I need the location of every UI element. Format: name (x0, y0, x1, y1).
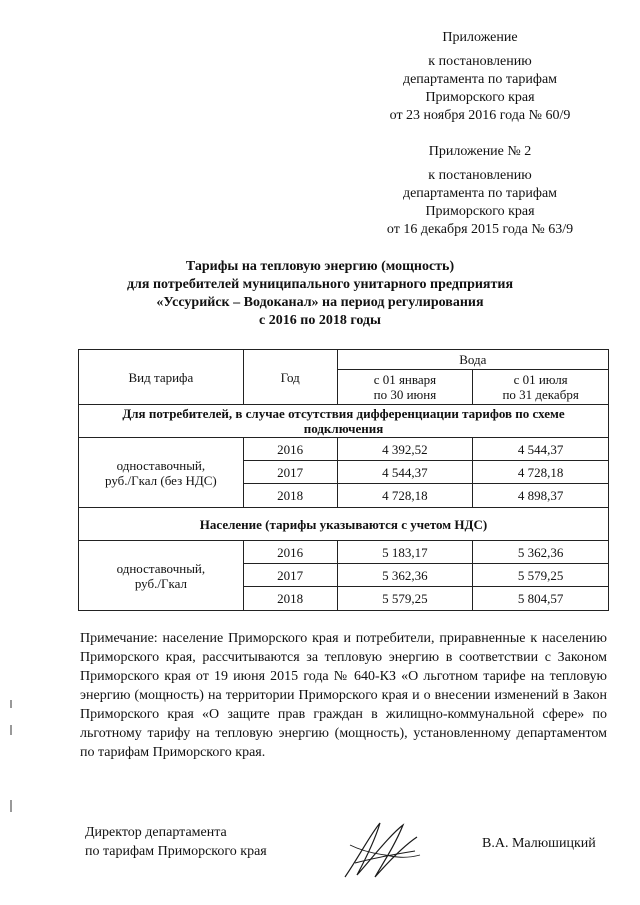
period-line: с 01 июля (513, 372, 568, 387)
cell-value: 5 183,17 (337, 541, 473, 564)
appendix-2-line: Приморского края (425, 204, 535, 219)
title-line: «Уссурийск – Водоканал» на период регулирования (156, 295, 484, 310)
tariff-label-line: одноставочный, (116, 457, 206, 473)
tariff-label (79, 541, 244, 611)
document-title (70, 258, 570, 330)
appendix-2-header (380, 143, 580, 239)
header-tariff-type: Вид тарифа (79, 350, 244, 405)
note-paragraph: Примечание: население Приморского края и потребители, приравненные к населению Приморского края, рассчитываются за тепловую энергию в соответствии с Законом Приморского края от 19 июня 2015 года № 640-КЗ «О льготном тарифе на тепловую энергию (мощность) на территории Приморского края и о внесении изменений в Закон Приморского края «О защите прав граждан в жилищно-коммунальной сфере» по льготному тарифу на тепловую энергию (мощность), установленному департаментом по тарифам Приморского края. (80, 631, 607, 760)
table-row (79, 541, 609, 564)
header-period-first-half (337, 370, 473, 405)
header-period-second-half (473, 370, 609, 405)
cell-year: 2017 (243, 461, 337, 484)
section-heading: Для потребителей, в случае отсутствия дифференциации тарифов по схеме подключения (79, 405, 609, 438)
cell-value: 5 362,36 (337, 564, 473, 587)
handwritten-signature (335, 815, 425, 885)
appendix-header (380, 29, 580, 125)
appendix-2-line: от 16 декабря 2015 года № 63/9 (386, 222, 574, 237)
appendix-line: к постановлению (428, 54, 532, 69)
scan-edge-mark (10, 800, 12, 812)
cell-value: 4 392,52 (337, 438, 473, 461)
appendix-line: департамента по тарифам (402, 72, 558, 87)
appendix-line: Приморского края (425, 90, 535, 105)
cell-value: 4 544,37 (337, 461, 473, 484)
header-water: Вода (337, 350, 608, 370)
cell-value: 5 804,57 (473, 587, 609, 611)
period-line: с 01 января (373, 372, 437, 387)
cell-year: 2016 (243, 438, 337, 461)
position-line: Директор департамента (85, 825, 227, 840)
appendix-line: от 23 ноября 2016 года № 60/9 (389, 108, 571, 123)
cell-value: 5 579,25 (473, 564, 609, 587)
appendix-2-line: к постановлению (428, 168, 532, 183)
header-year: Год (243, 350, 337, 405)
tariff-label (79, 438, 244, 508)
title-line: для потребителей муниципального унитарного предприятия (126, 277, 514, 292)
section-heading: Население (тарифы указываются с учетом НДС) (79, 508, 609, 541)
cell-year: 2016 (243, 541, 337, 564)
title-line: Тарифы на тепловую энергию (мощность) (185, 259, 455, 274)
cell-value: 4 898,37 (473, 484, 609, 508)
tariff-table (78, 349, 609, 611)
cell-value: 5 362,36 (473, 541, 609, 564)
appendix-2-title: Приложение № 2 (428, 144, 532, 159)
cell-value: 5 579,25 (337, 587, 473, 611)
tariff-label-line: руб./Гкал (без НДС) (105, 472, 217, 488)
cell-year: 2018 (243, 587, 337, 611)
position-line: по тарифам Приморского края (85, 844, 267, 859)
period-line: по 31 декабря (502, 387, 579, 402)
cell-year: 2018 (243, 484, 337, 508)
tariff-label-line: одноставочный, (116, 560, 206, 576)
cell-value: 4 728,18 (337, 484, 473, 508)
appendix-title: Приложение (442, 30, 518, 45)
cell-year: 2017 (243, 564, 337, 587)
cell-value: 4 728,18 (473, 461, 609, 484)
cell-value: 4 544,37 (473, 438, 609, 461)
tariff-label-line: руб./Гкал (134, 575, 187, 591)
title-line: с 2016 по 2018 годы (259, 313, 381, 328)
signatory-position (85, 823, 267, 861)
scan-edge-mark (10, 725, 12, 735)
table-row (79, 438, 609, 461)
period-line: по 30 июня (373, 387, 437, 402)
signatory-name: В.А. Малюшицкий (482, 836, 596, 851)
appendix-2-line: департамента по тарифам (402, 186, 558, 201)
scan-edge-mark (10, 700, 12, 708)
